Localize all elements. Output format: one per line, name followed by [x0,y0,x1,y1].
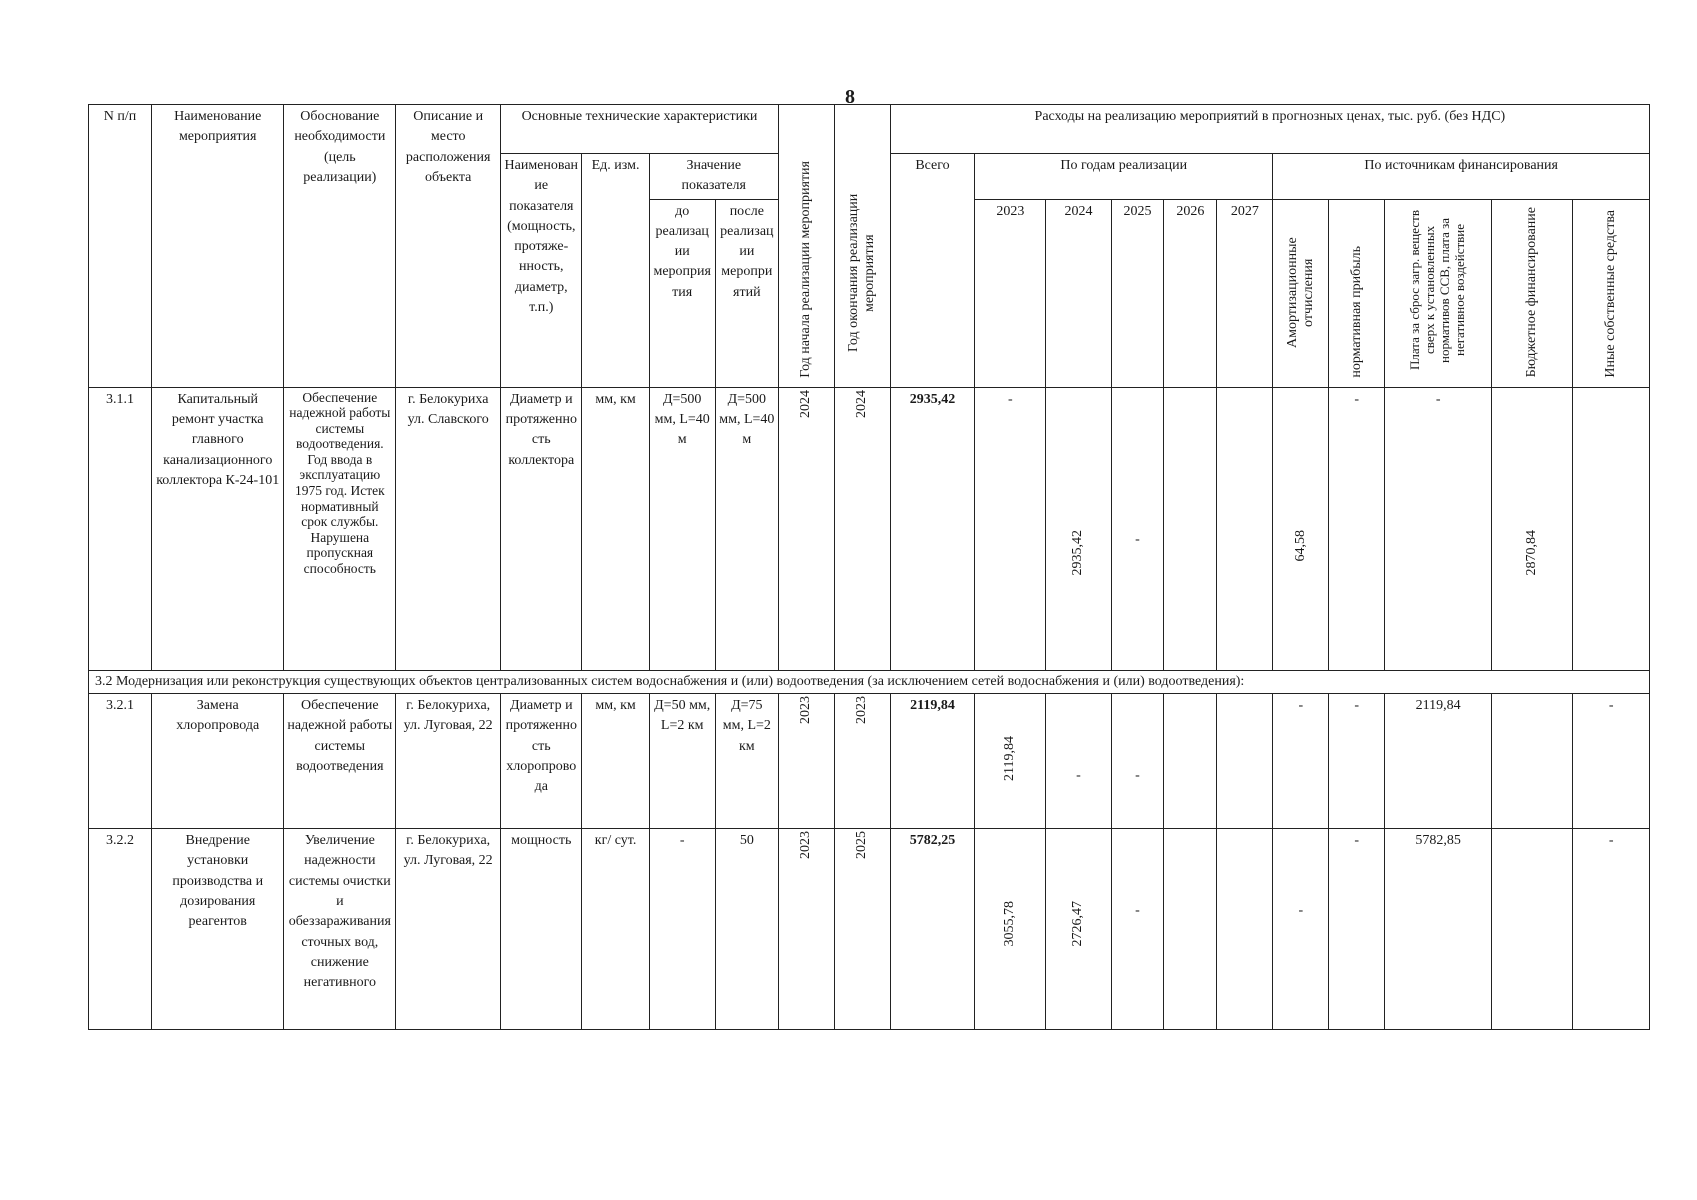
header-by-sources: По источникам финансирования [1273,154,1650,200]
row-location: г. Белокуриха, ул. Луговая, 22 [396,829,501,1030]
row-y2024: 2726,47 [1046,829,1111,1030]
row-after: 50 [715,829,778,1030]
header-source-fee: Плата за сброс загр. веществ сверх к установленных нормативов ССВ, плата за негативное воздействие [1385,199,1492,387]
row-total: 2935,42 [890,387,974,670]
row-y2025: - [1111,829,1164,1030]
row-after: Д=75 мм, L=2 км [715,694,778,829]
row-tech-name: мощность [501,829,582,1030]
header-source-budget: Бюджетное финансирование [1492,199,1573,387]
row-unit: кг/ сут. [582,829,649,1030]
row-justification: Обеспечение надежной работы системы водоотведения [284,694,396,829]
header-source-profit: нормативная прибыль [1329,199,1385,387]
row-amortization: 64,58 [1273,387,1329,670]
row-profit: - [1329,387,1385,670]
header-num: N п/п [89,105,152,388]
row-start-year: 2024 [778,387,834,670]
header-costs: Расходы на реализацию мероприятий в прогнозных ценах, тыс. руб. (без НДС) [890,105,1649,154]
header-location: Описание и место расположения объекта [396,105,501,388]
row-name: Капитальный ремонт участка главного канализационного коллектора К-24-101 [152,387,284,670]
row-start-year: 2023 [778,829,834,1030]
row-other [1573,387,1650,670]
row-y2026 [1164,829,1217,1030]
row-before: - [649,829,715,1030]
row-y2027 [1217,694,1273,829]
row-budget [1492,694,1573,829]
row-name: Замена хлоропровода [152,694,284,829]
row-num: 3.1.1 [89,387,152,670]
row-unit: мм, км [582,387,649,670]
row-end-year: 2023 [834,694,890,829]
header-by-years: По годам реализации [975,154,1273,200]
header-before: до реализации мероприятия [649,199,715,387]
row-budget: 2870,84 [1492,387,1573,670]
row-justification: Обеспечение надежной работы системы водоотведения. Год ввода в эксплуатацию 1975 год. Истек нормативный срок службы. Нарушена пропускная способность [284,387,396,670]
row-other: - [1573,694,1650,829]
header-name: Наименование мероприятия [152,105,284,388]
row-y2027 [1217,387,1273,670]
row-other: - [1573,829,1650,1030]
header-tech: Основные технические характеристики [501,105,779,154]
row-y2027 [1217,829,1273,1030]
header-source-other: Иные собственные средства [1573,199,1650,387]
row-end-year: 2024 [834,387,890,670]
header-justification: Обоснование необходимости (цель реализации) [284,105,396,388]
row-y2025: - [1111,387,1164,670]
row-num: 3.2.2 [89,829,152,1030]
row-unit: мм, км [582,694,649,829]
row-total: 2119,84 [890,694,974,829]
row-y2024: 2935,42 [1046,387,1111,670]
header-value: Значение показателя [649,154,778,200]
row-y2025: - [1111,694,1164,829]
row-total: 5782,25 [890,829,974,1030]
row-location: г. Белокуриха ул. Славского [396,387,501,670]
row-y2026 [1164,387,1217,670]
header-after: после реализации мероприятий [715,199,778,387]
row-tech-name: Диаметр и протяженность коллектора [501,387,582,670]
table-row [89,387,1650,670]
row-y2023: - [975,387,1046,670]
row-amortization: - [1273,829,1329,1030]
row-num: 3.2.1 [89,694,152,829]
header-unit: Ед. изм. [582,154,649,388]
row-before: Д=50 мм, L=2 км [649,694,715,829]
row-end-year: 2025 [834,829,890,1030]
row-location: г. Белокуриха, ул. Луговая, 22 [396,694,501,829]
header-year-2027: 2027 [1217,199,1273,387]
header-end-year: Год окончания реализации мероприятия [834,105,890,388]
row-y2024: - [1046,694,1111,829]
header-year-2025: 2025 [1111,199,1164,387]
header-year-2024: 2024 [1046,199,1111,387]
row-name: Внедрение установки производства и дозирования реагентов [152,829,284,1030]
row-before: Д=500 мм, L=40 м [649,387,715,670]
row-profit: - [1329,694,1385,829]
row-start-year: 2023 [778,694,834,829]
header-start-year: Год начала реализации мероприятия [778,105,834,388]
row-tech-name: Диаметр и протяженность хлоропровода [501,694,582,829]
row-budget [1492,829,1573,1030]
row-y2026 [1164,694,1217,829]
row-justification: Увеличение надежности системы очистки и обеззараживания сточных вод, снижение негативного [284,829,396,1030]
row-after: Д=500 мм, L=40 м [715,387,778,670]
table-row [89,694,1650,829]
row-fee: 5782,85 [1385,829,1492,1030]
page-number: 8 [845,86,855,108]
section-heading: 3.2 Модернизация или реконструкция существующих объектов централизованных систем водоснабжения и (или) водоотведения (за исключением сетей водоснабжения и (или) водоотведения): [89,670,1650,693]
row-y2023: 2119,84 [975,694,1046,829]
header-tech-name: Наименование показателя (мощность, протяже-нность, диаметр, т.п.) [501,154,582,388]
row-amortization: - [1273,694,1329,829]
header-total: Всего [890,154,974,388]
header-year-2026: 2026 [1164,199,1217,387]
header-year-2023: 2023 [975,199,1046,387]
table-row [89,829,1650,1030]
investment-program-table [88,104,1650,1030]
row-profit: - [1329,829,1385,1030]
row-y2023: 3055,78 [975,829,1046,1030]
header-source-amortization: Амортизационные отчисления [1273,199,1329,387]
row-fee: 2119,84 [1385,694,1492,829]
row-fee: - [1385,387,1492,670]
